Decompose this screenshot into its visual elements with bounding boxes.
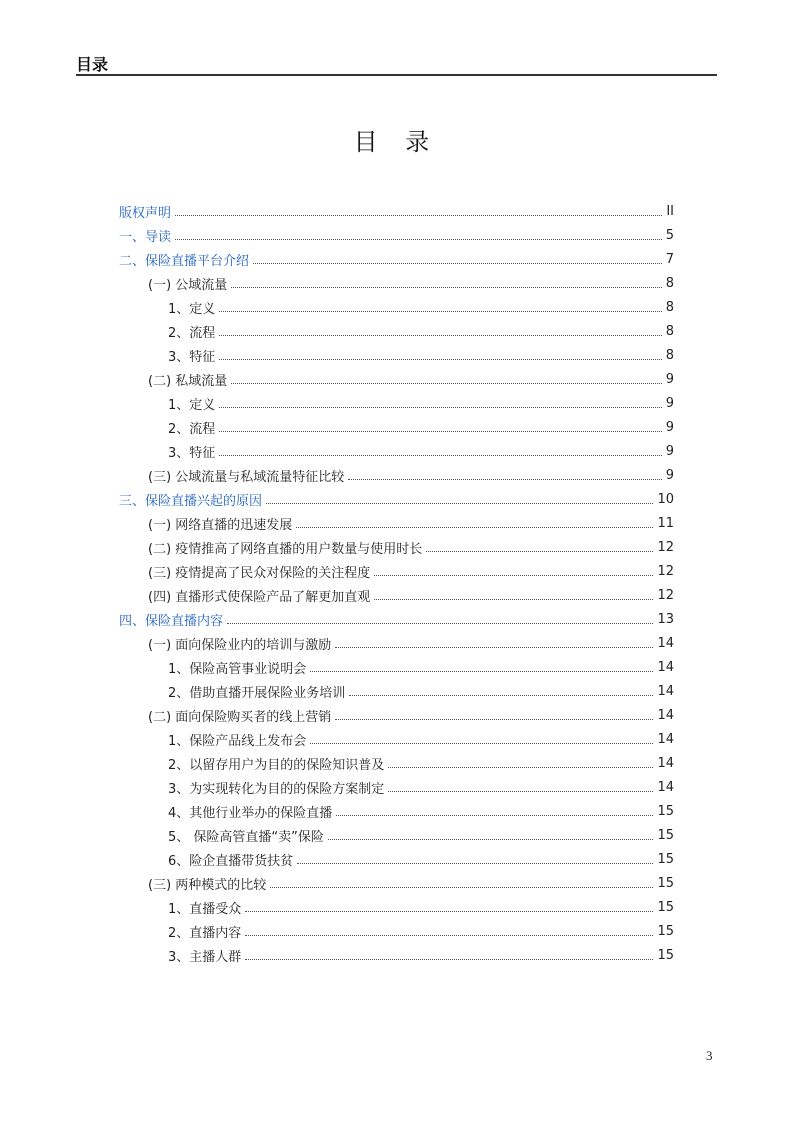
toc-entry-page: 11 xyxy=(657,515,674,531)
toc-entry[interactable] xyxy=(0,199,793,223)
toc-entry[interactable] xyxy=(0,223,793,247)
toc-entry-label: 版权声明 xyxy=(119,205,172,221)
running-header: 目录 xyxy=(76,55,109,74)
toc-dot-leader xyxy=(388,791,653,792)
toc-entry[interactable] xyxy=(0,319,793,343)
toc-entry-page: 8 xyxy=(665,347,674,363)
toc-entry-label: 2、流程 xyxy=(168,325,216,341)
toc-entry[interactable] xyxy=(0,679,793,703)
toc-entry-page: 15 xyxy=(657,827,674,843)
toc-entry-page: 14 xyxy=(657,755,674,771)
toc-entry-page: II xyxy=(666,203,674,219)
toc-entry[interactable] xyxy=(0,535,793,559)
toc-dot-leader xyxy=(310,743,653,744)
toc-entry-page: 5 xyxy=(665,227,674,243)
toc-entry-page: 9 xyxy=(665,419,674,435)
toc-entry[interactable] xyxy=(0,487,793,511)
toc-entry[interactable] xyxy=(0,943,793,967)
toc-entry[interactable] xyxy=(0,295,793,319)
toc-entry-label: (三) 疫情提高了民众对保险的关注程度 xyxy=(148,565,371,581)
toc-entry[interactable] xyxy=(0,799,793,823)
toc-entry[interactable] xyxy=(0,343,793,367)
toc-dot-leader xyxy=(219,311,661,312)
toc-dot-leader xyxy=(175,239,662,240)
toc-entry-page: 9 xyxy=(665,371,674,387)
toc-entry[interactable] xyxy=(0,847,793,871)
toc-entry-page: 14 xyxy=(657,683,674,699)
toc-entry-page: 8 xyxy=(665,275,674,291)
toc-entry-label: 三、保险直播兴起的原因 xyxy=(119,493,263,509)
toc-entry-page: 14 xyxy=(657,659,674,675)
toc-dot-leader xyxy=(219,431,661,432)
toc-dot-leader xyxy=(310,671,653,672)
toc-entry-page: 14 xyxy=(657,635,674,651)
toc-dot-leader xyxy=(245,935,653,936)
toc-entry[interactable] xyxy=(0,391,793,415)
toc-entry-page: 9 xyxy=(665,443,674,459)
toc-dot-leader xyxy=(227,623,653,624)
page-title: 目 录 xyxy=(353,128,440,156)
toc-entry-label: 4、其他行业举办的保险直播 xyxy=(168,805,333,821)
toc-entry-page: 15 xyxy=(657,899,674,915)
toc-entry-label: 2、直播内容 xyxy=(168,925,242,941)
header-rule xyxy=(76,74,717,76)
toc-entry-page: 14 xyxy=(657,779,674,795)
toc-entry-label: 1、保险高管事业说明会 xyxy=(168,661,307,677)
toc-dot-leader xyxy=(296,527,653,528)
toc-entry[interactable] xyxy=(0,919,793,943)
toc-dot-leader xyxy=(245,911,653,912)
toc-dot-leader xyxy=(374,599,653,600)
toc-entry-label: 3、特征 xyxy=(168,349,216,365)
toc-entry-page: 12 xyxy=(657,563,674,579)
toc-entry-label: (二) 面向保险购买者的线上营销 xyxy=(148,709,332,725)
toc-entry[interactable] xyxy=(0,751,793,775)
toc-entry[interactable] xyxy=(0,895,793,919)
toc-entry-label: (三) 两种模式的比较 xyxy=(148,877,267,893)
toc-entry-page: 9 xyxy=(665,395,674,411)
toc-dot-leader xyxy=(349,695,653,696)
toc-entry-label: (一) 公域流量 xyxy=(148,277,228,293)
toc-entry-page: 15 xyxy=(657,803,674,819)
toc-entry-page: 12 xyxy=(657,587,674,603)
toc-entry[interactable] xyxy=(0,775,793,799)
page-number: 3 xyxy=(706,1048,713,1063)
toc-entry[interactable] xyxy=(0,631,793,655)
toc-entry-page: 9 xyxy=(665,467,674,483)
toc-entry[interactable] xyxy=(0,415,793,439)
toc-entry-label: 1、保险产品线上发布会 xyxy=(168,733,307,749)
toc-entry-label: (二) 私域流量 xyxy=(148,373,228,389)
toc-entry[interactable] xyxy=(0,367,793,391)
toc-entry-label: (四) 直播形式使保险产品了解更加直观 xyxy=(148,589,371,605)
toc-entry-label: 6、险企直播带货扶贫 xyxy=(168,853,294,869)
toc-dot-leader xyxy=(231,383,661,384)
toc-entry-label: (一) 面向保险业内的培训与激励 xyxy=(148,637,332,653)
toc-dot-leader xyxy=(374,575,653,576)
toc-entry-page: 15 xyxy=(657,923,674,939)
toc-entry-page: 15 xyxy=(657,875,674,891)
toc-entry-label: 一、导读 xyxy=(119,229,172,245)
toc-entry[interactable] xyxy=(0,247,793,271)
toc-entry-page: 15 xyxy=(657,851,674,867)
toc-entry[interactable] xyxy=(0,703,793,727)
toc-entry-page: 10 xyxy=(657,491,674,507)
toc-dot-leader xyxy=(245,959,653,960)
toc-entry[interactable] xyxy=(0,511,793,535)
toc-dot-leader xyxy=(297,863,653,864)
toc-entry[interactable] xyxy=(0,583,793,607)
toc-dot-leader xyxy=(348,479,661,480)
toc-entry-label: 5、 保险高管直播“卖”保险 xyxy=(168,829,324,845)
toc-dot-leader xyxy=(219,407,661,408)
toc-entry-label: 2、流程 xyxy=(168,421,216,437)
toc-entry-page: 12 xyxy=(657,539,674,555)
toc-entry-page: 8 xyxy=(665,323,674,339)
toc-dot-leader xyxy=(231,287,661,288)
toc-entry-label: 2、借助直播开展保险业务培训 xyxy=(168,685,346,701)
toc-entry-label: 1、定义 xyxy=(168,397,216,413)
toc-dot-leader xyxy=(266,503,653,504)
toc-entry[interactable] xyxy=(0,607,793,631)
toc-entry-label: 3、特征 xyxy=(168,445,216,461)
toc-entry-label: (一) 网络直播的迅速发展 xyxy=(148,517,293,533)
toc-dot-leader xyxy=(253,263,662,264)
toc-dot-leader xyxy=(175,215,662,216)
toc-entry-page: 7 xyxy=(665,251,674,267)
toc-entry[interactable] xyxy=(0,871,793,895)
table-of-contents xyxy=(0,199,793,967)
toc-entry-label: 1、定义 xyxy=(168,301,216,317)
toc-dot-leader xyxy=(335,647,653,648)
toc-entry-label: (三) 公域流量与私域流量特征比较 xyxy=(148,469,345,485)
toc-entry-page: 14 xyxy=(657,731,674,747)
toc-entry[interactable] xyxy=(0,655,793,679)
toc-entry[interactable] xyxy=(0,463,793,487)
toc-entry[interactable] xyxy=(0,271,793,295)
toc-entry-label: 1、直播受众 xyxy=(168,901,242,917)
toc-entry-page: 8 xyxy=(665,299,674,315)
toc-dot-leader xyxy=(336,815,653,816)
toc-entry-label: 2、以留存用户为目的的保险知识普及 xyxy=(168,757,385,773)
toc-dot-leader xyxy=(426,551,653,552)
toc-dot-leader xyxy=(270,887,653,888)
toc-entry-label: 3、为实现转化为目的的保险方案制定 xyxy=(168,781,385,797)
toc-dot-leader xyxy=(335,719,653,720)
toc-entry[interactable] xyxy=(0,727,793,751)
toc-entry[interactable] xyxy=(0,823,793,847)
toc-entry-label: 二、保险直播平台介绍 xyxy=(119,253,250,269)
toc-entry-page: 13 xyxy=(657,611,674,627)
toc-dot-leader xyxy=(219,359,661,360)
toc-entry[interactable] xyxy=(0,439,793,463)
toc-entry-label: (二) 疫情推高了网络直播的用户数量与使用时长 xyxy=(148,541,423,557)
toc-dot-leader xyxy=(219,455,661,456)
toc-entry-label: 3、主播人群 xyxy=(168,949,242,965)
toc-dot-leader xyxy=(219,335,661,336)
toc-dot-leader xyxy=(388,767,653,768)
toc-entry-page: 14 xyxy=(657,707,674,723)
toc-entry-page: 15 xyxy=(657,947,674,963)
toc-dot-leader xyxy=(328,839,654,840)
toc-entry-label: 四、保险直播内容 xyxy=(119,613,224,629)
toc-entry[interactable] xyxy=(0,559,793,583)
